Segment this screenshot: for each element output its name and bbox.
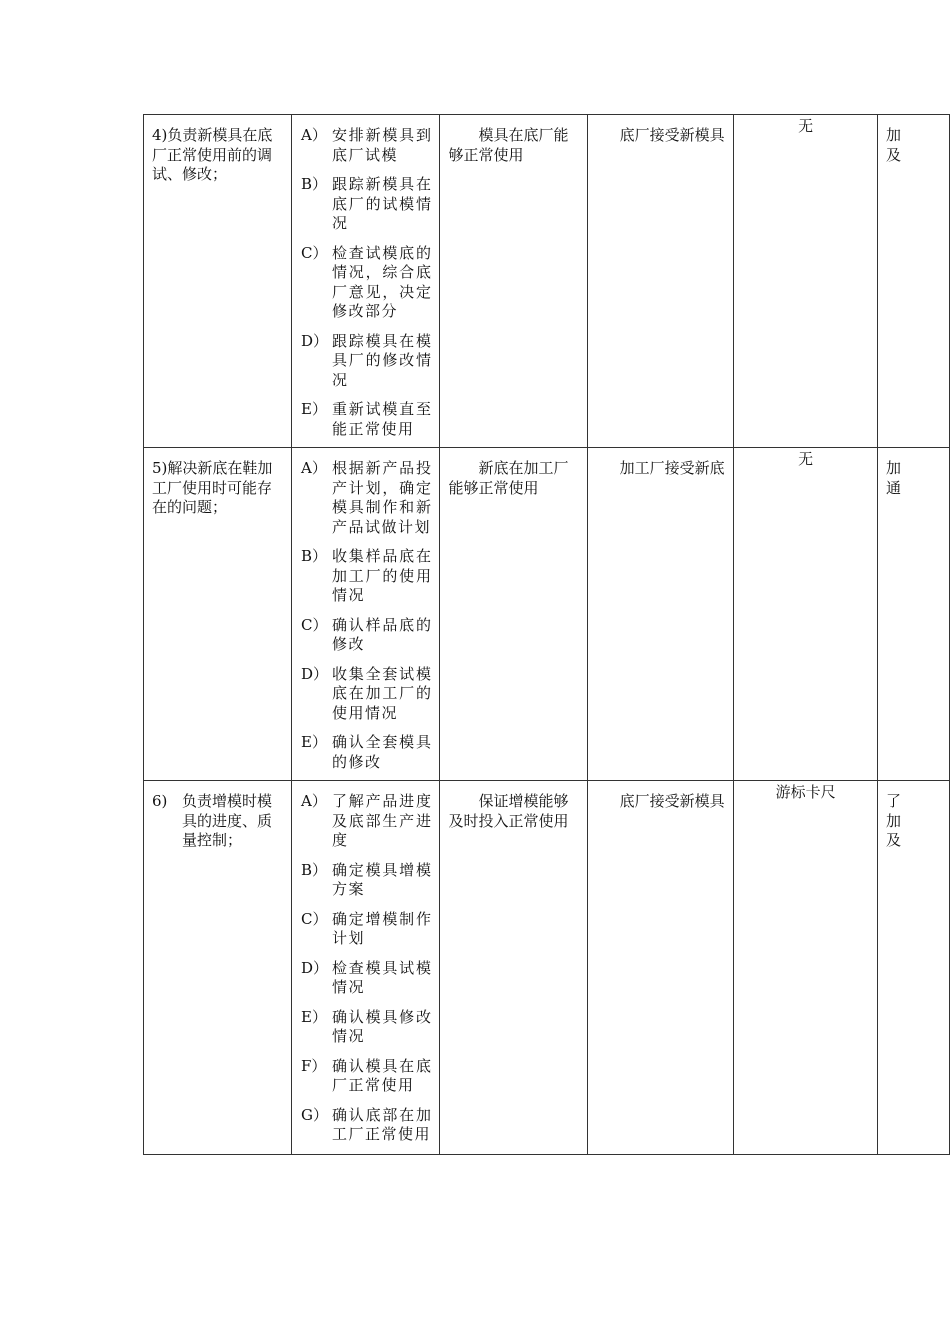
step-text: 确定模具增模方案 (332, 860, 433, 898)
goal-text: 模具在底厂能够正常使用 (448, 126, 569, 164)
extra-text: 加 (886, 459, 902, 477)
extra-cell (878, 448, 950, 781)
duty-text: 负责增模时模具的进度、质量控制； (182, 792, 273, 849)
step-marker: B） (301, 175, 328, 193)
step-marker: G） (301, 1105, 328, 1124)
steps-cell (292, 115, 440, 448)
step-item (301, 861, 432, 900)
duty-cell (144, 781, 292, 1155)
tool-text: 无 (798, 450, 814, 468)
step-marker: A） (301, 792, 327, 810)
step-text: 确认模具在底厂正常使用 (332, 1056, 433, 1094)
step-text: 确认模具修改情况 (332, 1007, 433, 1045)
step-item (301, 733, 432, 772)
step-item (301, 959, 432, 998)
step-text: 安排新模具到底厂试模 (332, 126, 433, 164)
step-item (301, 1057, 432, 1096)
step-item (301, 332, 432, 391)
extra-text: 加 (886, 811, 902, 830)
step-text: 了解产品进度及底部生产进度 (332, 792, 433, 849)
tool-cell (734, 781, 878, 1155)
step-marker: C） (301, 243, 328, 262)
step-marker: F） (301, 1056, 327, 1075)
standard-cell (587, 115, 734, 448)
step-marker: C） (301, 615, 328, 634)
extra-text: 通 (886, 478, 902, 497)
goal-cell (440, 115, 587, 448)
step-text: 确定增模制作计划 (332, 909, 433, 947)
extra-text: 及 (886, 145, 902, 164)
extra-text: 及 (886, 831, 902, 849)
step-marker: C） (301, 909, 328, 928)
duty-block (152, 792, 283, 851)
steps-cell (292, 448, 440, 781)
extra-cell (878, 781, 950, 1155)
step-text: 收集全套试模底在加工厂的使用情况 (332, 664, 433, 722)
extra-text: 加 (886, 126, 902, 144)
tool-cell (734, 115, 878, 448)
step-text: 检查模具试模情况 (332, 958, 433, 996)
step-item (301, 547, 432, 606)
step-marker: A） (301, 459, 327, 477)
step-text: 确认全套模具的修改 (332, 733, 433, 771)
tool-text: 游标卡尺 (775, 783, 836, 801)
step-item (301, 1106, 432, 1145)
step-text: 收集样品底在加工厂的使用情况 (332, 547, 433, 604)
tool-cell (734, 448, 878, 781)
step-item (301, 175, 432, 234)
standard-cell (587, 781, 734, 1155)
step-item (301, 616, 432, 655)
step-marker: E） (301, 400, 327, 418)
extra-cell (878, 115, 950, 448)
step-marker: E） (301, 733, 327, 751)
duty-number: 4) (152, 126, 168, 144)
step-text: 根据新产品投产计划，确定模具制作和新产品试做计划 (332, 459, 433, 536)
standard-text: 底厂接受新模具 (619, 126, 725, 144)
table-row (144, 781, 950, 1155)
duty-cell (144, 448, 292, 781)
step-marker: D） (301, 331, 329, 350)
step-item (301, 244, 432, 322)
duty-number: 5) (152, 459, 168, 477)
step-item (301, 792, 432, 851)
step-item (301, 400, 432, 439)
step-marker: D） (301, 958, 329, 977)
table-row (144, 115, 950, 448)
step-marker: B） (301, 547, 328, 565)
standard-cell (587, 448, 734, 781)
standard-text: 加工厂接受新底 (619, 459, 725, 477)
step-item (301, 910, 432, 949)
goal-text: 保证增模能够及时投入正常使用 (448, 792, 569, 830)
step-item (301, 459, 432, 537)
step-item (301, 1008, 432, 1047)
step-marker: A） (301, 126, 327, 144)
step-text: 跟踪模具在模具厂的修改情况 (332, 331, 433, 389)
table-row (144, 448, 950, 781)
duty-number: 6) (152, 792, 168, 810)
duty-text: 负责新模具在底厂正常使用前的调试、修改； (152, 126, 273, 183)
tool-text: 无 (798, 117, 814, 135)
step-text: 跟踪新模具在底厂的试模情况 (332, 175, 433, 232)
standard-text: 底厂接受新模具 (619, 792, 725, 810)
responsibility-table (143, 114, 950, 1155)
step-text: 确认底部在加工厂正常使用 (332, 1105, 433, 1143)
steps-cell (292, 781, 440, 1155)
extra-text: 了 (886, 792, 902, 810)
step-item (301, 665, 432, 724)
step-marker: D） (301, 664, 329, 683)
step-text: 重新试模直至能正常使用 (332, 400, 433, 438)
goal-cell (440, 448, 587, 781)
step-marker: E） (301, 1007, 327, 1026)
step-item (301, 126, 432, 165)
step-text: 检查试模底的情况，综合底厂意见，决定修改部分 (332, 243, 433, 320)
duty-cell (144, 115, 292, 448)
step-marker: B） (301, 860, 328, 879)
goal-cell (440, 781, 587, 1155)
goal-text: 新底在加工厂能够正常使用 (448, 459, 569, 497)
duty-text: 解决新底在鞋加工厂使用时可能存在的问题； (152, 459, 273, 516)
step-text: 确认样品底的修改 (332, 615, 433, 653)
